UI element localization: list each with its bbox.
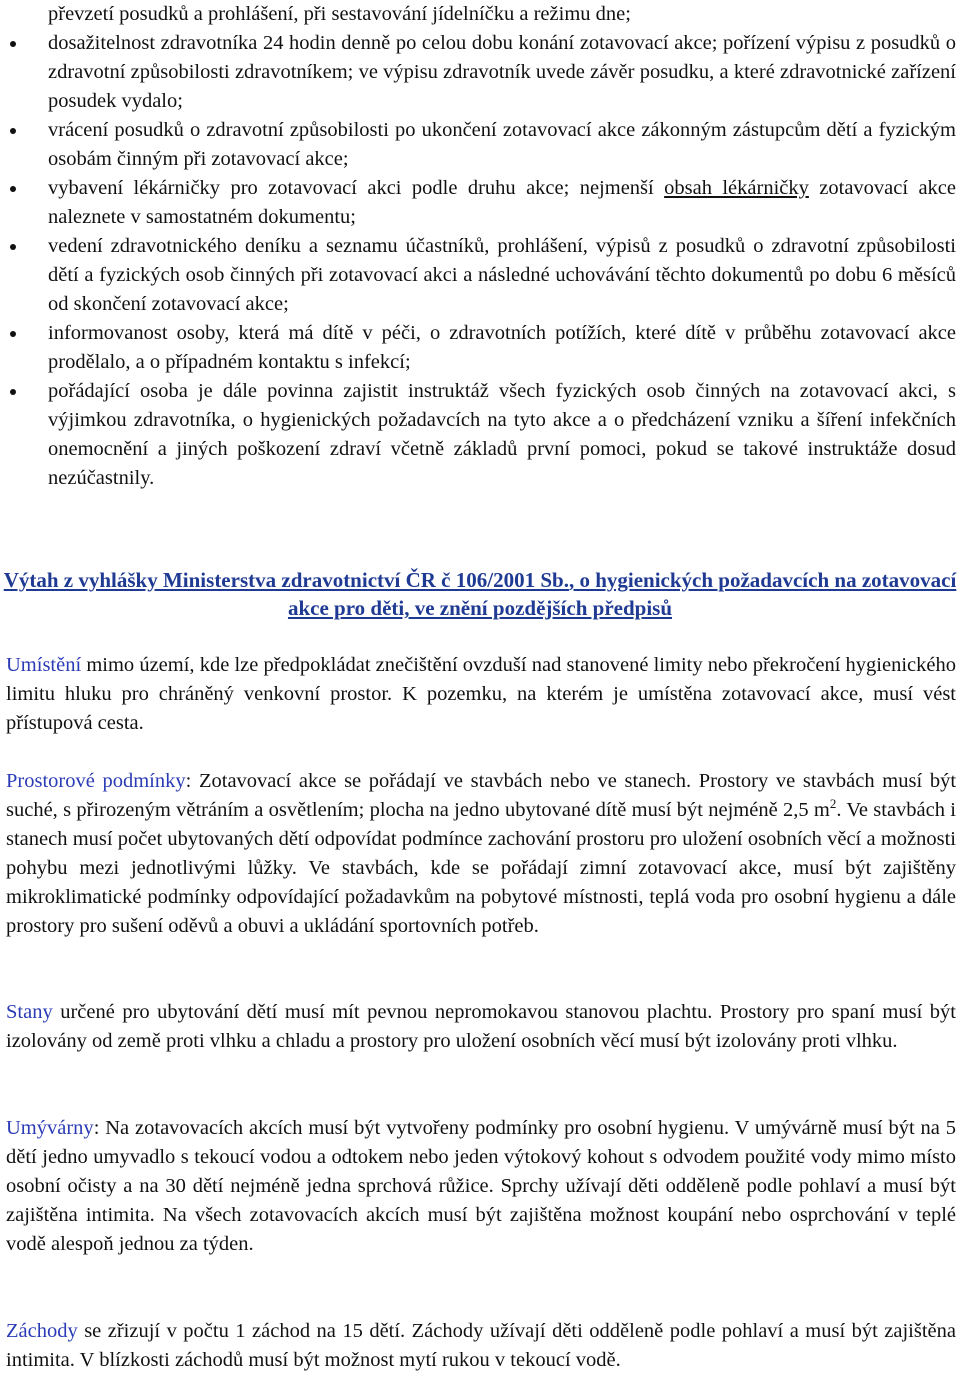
bullet-icon — [10, 244, 16, 250]
paragraph-text: : Na zotavovacích akcích musí být vytvořeny podmínky pro osobní hygienu. V umývárně musí být na 5 dětí jedno umyvadlo s tekoucí vodou a odtokem nebo jeden výtokový kohout s odvodem použité vody mimo místo osobní očisty a na 30 dětí nejméně jedna sprchová růžice. Sprchy užívají děti odděleně podle pohlaví a musí být zajištěna intimita. Na všech zotavovacích akcích musí být zajištěna možnost koupání nebo osprchování v teplé vodě alespoň jednou za týden. — [6, 1117, 956, 1255]
first-aid-kit-link[interactable]: obsah lékárničky — [664, 177, 809, 199]
paragraph-keyword: Záchody — [6, 1320, 78, 1342]
paragraph-prostorove-podminky — [6, 767, 956, 941]
paragraph-text: . Ve stavbách i stanech musí počet ubytovaných dětí odpovídat podmínce zachování prostoru pro uložení osobních věcí a možnosti pohybu mezi jednotlivými lůžky. Ve stavbách, kde se pořádají zimní zotavovací akce, musí být zajištěny mikroklimatické podmínky odpovídající požadavkům na pobytové místnosti, teplá voda pro osobní hygienu a dále prostory pro sušení oděvů a obuvi a ukládání sportovních potřeb. — [6, 799, 956, 937]
superscript: 2 — [829, 796, 837, 812]
paragraph-text: se zřizují v počtu 1 záchod na 15 dětí. Záchody užívají děti odděleně podle pohlaví a musí být zajištěna intimita. V blízkosti záchodů musí být možnost mytí rukou v tekoucí vodě. — [6, 1320, 956, 1371]
list-item — [0, 29, 960, 116]
bullet-icon — [10, 186, 16, 192]
bullet-list — [0, 0, 960, 493]
bullet-icon — [10, 389, 16, 395]
list-item-text: vedení zdravotnického deníku a seznamu účastníků, prohlášení, výpisů z posudků o zdravotní způsobilosti dětí a fyzických osob činných při zotavovací akci a následné uchovávání těchto dokumentů po dobu 6 měsíců od skončení zotavovací akce; — [48, 235, 956, 315]
list-item — [0, 319, 960, 377]
bullet-icon — [10, 331, 16, 337]
paragraph-keyword: Stany — [6, 1001, 53, 1023]
paragraph-text: určené pro ubytování dětí musí mít pevnou nepromokavou stanovou plachtu. Prostory pro spaní musí být izolovány od země proti vlhku a chladu a prostory pro uložení osobních věcí musí být izolovány proti vlhku. — [6, 1001, 956, 1052]
paragraph-zachody — [6, 1317, 956, 1375]
paragraph-umisteni — [6, 651, 956, 738]
paragraph-text: : Zotavovací akce se pořádají ve stavbách nebo ve stanech. Prostory ve stavbách musí být suché, s přirozeným větráním a osvětlením; plocha na jedno ubytované dítě musí být nejméně 2,5 m — [6, 770, 957, 821]
heading-subtitle: , o hygienických požadavcích na zotavovací akce pro děti, ve znění pozdějších předpisů — [287, 568, 957, 620]
paragraph-umyvarny — [6, 1114, 956, 1259]
list-item-text: vybavení lékárničky pro zotavovací akci podle druhu akce; nejmenší — [48, 177, 665, 199]
list-item — [0, 232, 960, 319]
list-item — [0, 174, 960, 232]
list-item-text: pořádající osoba je dále povinna zajistit instruktáž všech fyzických osob činných na zotavovací akci, s výjimkou zdravotníka, o hygienických požadavcích na tyto akce a o předcházení vzniku a šíření infekčních onemocnění a jiných poškození zdraví včetně základů první pomoci, pokud se takové instruktáže dosud nezúčastnily. — [48, 380, 956, 489]
decree-link[interactable]: Výtah z vyhlášky Ministerstva zdravotnictví ČR č 106/2001 Sb. — [3, 568, 569, 592]
paragraph-keyword: Umístění — [6, 654, 82, 676]
paragraph-stany — [6, 998, 956, 1056]
paragraph-keyword: Umývárny — [6, 1117, 94, 1139]
list-item-text: převzetí posudků a prohlášení, při sestavování jídelníčku a režimu dne; — [48, 3, 631, 25]
list-item-text: dosažitelnost zdravotníka 24 hodin denně po celou dobu konání zotavovací akce; pořízení výpisu z posudků o zdravotní způsobilosti zdravotníkem; ve výpisu zdravotník uvede závěr posudku, a které zdravotnické zařízení posudek vydalo; — [48, 32, 956, 112]
section-heading — [0, 566, 960, 622]
paragraph-text: mimo území, kde lze předpokládat znečištění ovzduší nad stanovené limity nebo překročení hygienického limitu hluku pro chráněný venkovní prostor. K pozemku, na kterém je umístěna zotavovací akce, musí vést přístupová cesta. — [6, 654, 956, 734]
list-item-text: informovanost osoby, která má dítě v péči, o zdravotních potížích, které dítě v průběhu zotavovací akce prodělalo, a o případném kontaktu s infekcí; — [48, 322, 956, 373]
bullet-icon — [10, 41, 16, 47]
list-item — [0, 377, 960, 493]
paragraph-keyword: Prostorové podmínky — [6, 770, 186, 792]
list-item-text: zotavovací akce naleznete v samostatném dokumentu; — [48, 177, 957, 228]
list-item-continuation — [0, 0, 960, 29]
list-item-text: vrácení posudků o zdravotní způsobilosti po ukončení zotavovací akce zákonným zástupcům dětí a fyzickým osobám činným při zotavovací akce; — [48, 119, 956, 170]
list-item — [0, 116, 960, 174]
bullet-icon — [10, 128, 16, 134]
